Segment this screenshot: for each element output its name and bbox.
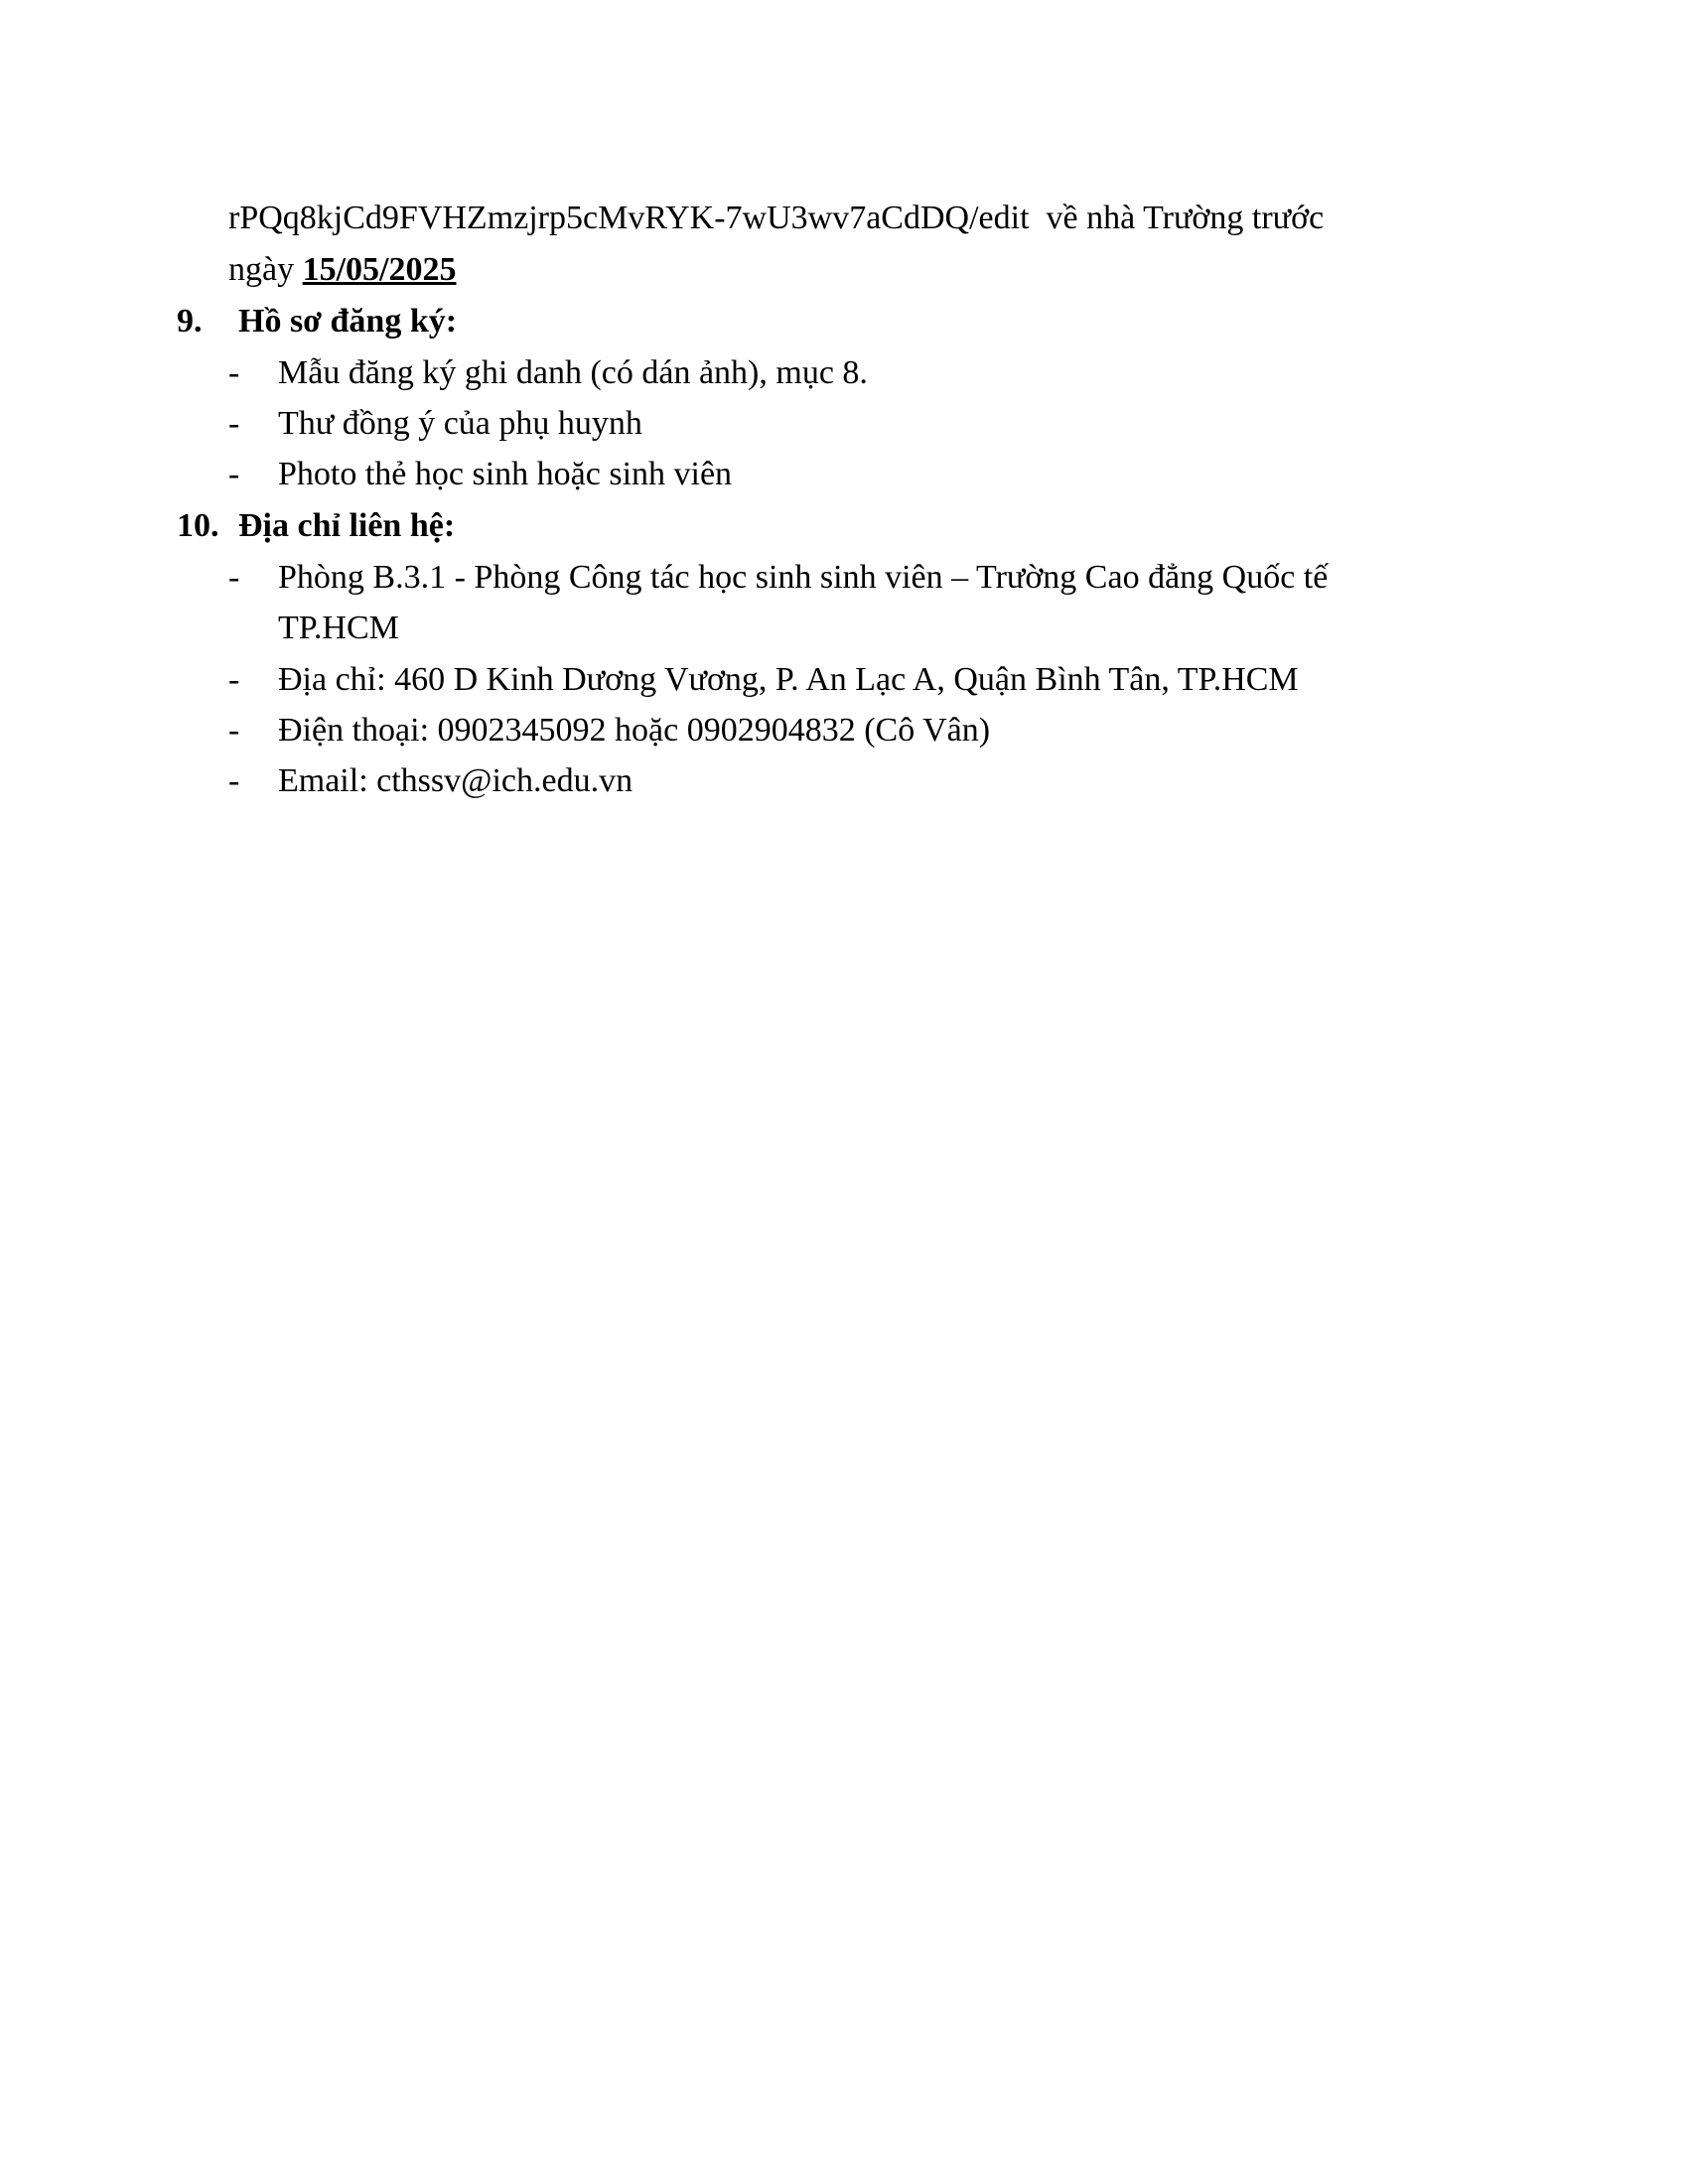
bullet: -: [228, 405, 240, 442]
list-item-email: Email: cthssv@ich.edu.vn: [278, 762, 633, 799]
section-10-number: 10.: [177, 507, 219, 544]
deadline-line: [228, 250, 457, 290]
date-prefix: ngày: [228, 251, 295, 288]
deadline-date: 15/05/2025: [302, 251, 457, 288]
bullet: -: [228, 559, 240, 596]
bullet: -: [228, 354, 240, 391]
section-9-number: 9.: [177, 303, 203, 340]
list-item-address: Địa chỉ: 460 D Kinh Dương Vương, P. An Lạc A, Quận Bình Tân, TP.HCM: [278, 661, 1299, 698]
form-link[interactable]: rPQq8kjCd9FVHZmzjrp5cMvRYK-7wU3wv7aCdDQ/edit: [228, 200, 1030, 236]
bullet: -: [228, 762, 240, 799]
section-9-title: Hồ sơ đăng ký:: [238, 303, 458, 340]
list-item-office-cont: TP.HCM: [278, 610, 399, 646]
section-10-title: Địa chỉ liên hệ:: [238, 507, 456, 544]
list-item-office: Phòng B.3.1 - Phòng Công tác học sinh sinh viên – Trường Cao đẳng Quốc tế: [278, 559, 1329, 596]
bullet: -: [228, 661, 240, 698]
list-item: Photo thẻ học sinh hoặc sinh viên: [278, 456, 733, 492]
list-item-phone: Điện thoại: 0902345092 hoặc 0902904832 (Cô Vân): [278, 712, 991, 749]
link-suffix: về nhà Trường trước: [1046, 200, 1325, 236]
form-link-line: [228, 199, 1324, 238]
bullet: -: [228, 712, 240, 749]
list-item: Mẫu đăng ký ghi danh (có dán ảnh), mục 8.: [278, 354, 868, 391]
list-item: Thư đồng ý của phụ huynh: [278, 405, 642, 442]
bullet: -: [228, 456, 240, 492]
